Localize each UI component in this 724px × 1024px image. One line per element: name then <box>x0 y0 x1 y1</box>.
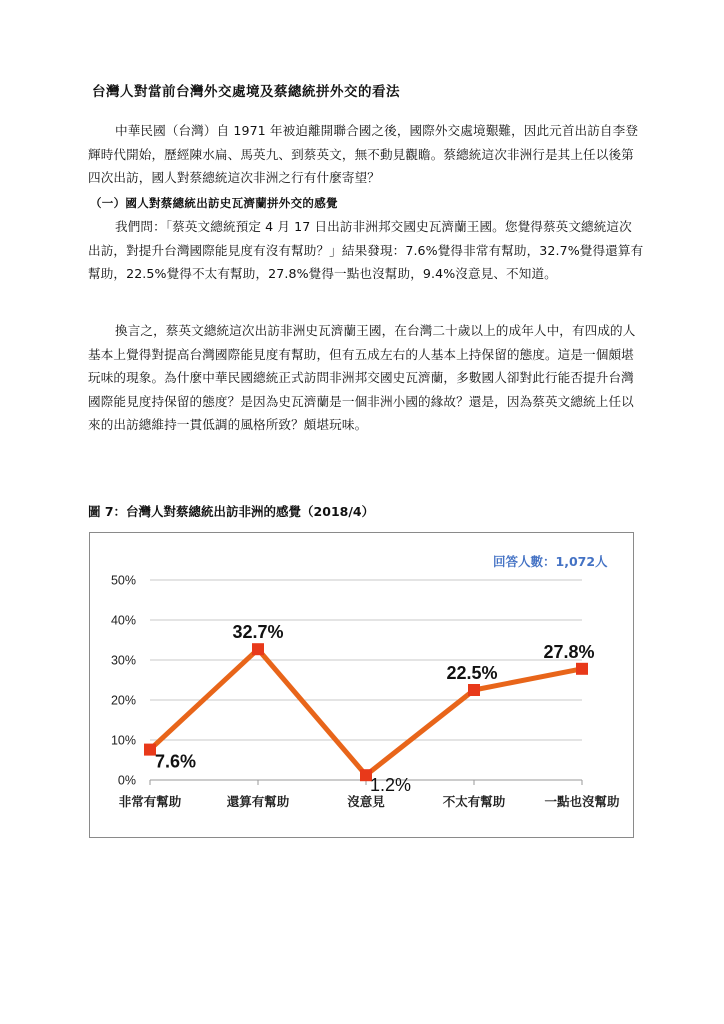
y-tick-label: 30% <box>110 653 136 668</box>
y-tick-label: 10% <box>110 733 136 748</box>
respondents-note: 回答人數：1,072人 <box>493 554 608 569</box>
chart-frame <box>89 532 634 838</box>
x-tick-label: 還算有幫助 <box>226 794 290 809</box>
line-chart <box>90 533 635 839</box>
x-tick-label: 一點也沒幫助 <box>544 794 620 809</box>
y-tick-label: 0% <box>117 773 136 788</box>
question-paragraph: 我們問：「蔡英文總統預定 4 月 17 日出訪非洲邦交國史瓦濟蘭王國。您覺得蔡英文總統這次出訪，對提升台灣國際能見度有沒有幫助？」結果發現：7.6%覺得非常有幫助，32.7%覺得還算有幫助，22.5%覺得不太有幫助，27.8%覺得一點也沒幫助，9.4%沒意見、不知道。 <box>88 219 644 281</box>
intro-paragraph: 中華民國（台灣）自 1971 年被迫離開聯合國之後，國際外交處境艱難，因此元首出訪自李登輝時代開始，歷經陳水扁、馬英九、到蔡英文，無不動見觀瞻。蔡總統這次非洲行是其上任以後第四次出訪，國人對蔡總統這次非洲之行有什麼寄望？ <box>88 123 639 185</box>
y-tick-label: 40% <box>110 613 136 628</box>
data-point <box>576 663 588 675</box>
y-tick-label: 50% <box>110 573 136 588</box>
figure-title: 圖 7：台灣人對蔡總統出訪非洲的感覺（2018/4） <box>88 504 375 519</box>
y-tick-label: 20% <box>110 693 136 708</box>
data-point <box>252 643 264 655</box>
x-tick-label: 不太有幫助 <box>442 794 506 809</box>
data-label: 7.6% <box>155 751 197 772</box>
section-heading: （一）國人對蔡總統出訪史瓦濟蘭拼外交的感覺 <box>90 196 338 210</box>
data-label: 27.8% <box>543 641 595 662</box>
data-label: 1.2% <box>370 775 412 796</box>
x-tick-label: 沒意見 <box>347 794 385 809</box>
data-label: 22.5% <box>446 663 498 683</box>
data-point <box>468 684 480 696</box>
x-tick-label: 非常有幫助 <box>118 794 182 809</box>
data-label: 32.7% <box>232 622 284 643</box>
document-title: 台灣人對當前台灣外交處境及蔡總統拼外交的看法 <box>92 84 400 100</box>
analysis-paragraph: 換言之，蔡英文總統這次出訪非洲史瓦濟蘭王國，在台灣二十歲以上的成年人中，有四成的人基本上覺得對提高台灣國際能見度有幫助，但有五成左右的人基本上持保留的態度。這是一個頗堪玩味的現象。為什麼中華民國總統正式訪問非洲邦交國史瓦濟蘭，多數國人卻對此行能否提升台灣國際能見度持保留的態度？是因為史瓦濟蘭是一個非洲小國的緣故？還是，因為蔡英文總統上任以來的出訪總維持一貫低調的風格所致？頗堪玩味。 <box>88 323 636 432</box>
series-line <box>150 649 582 775</box>
